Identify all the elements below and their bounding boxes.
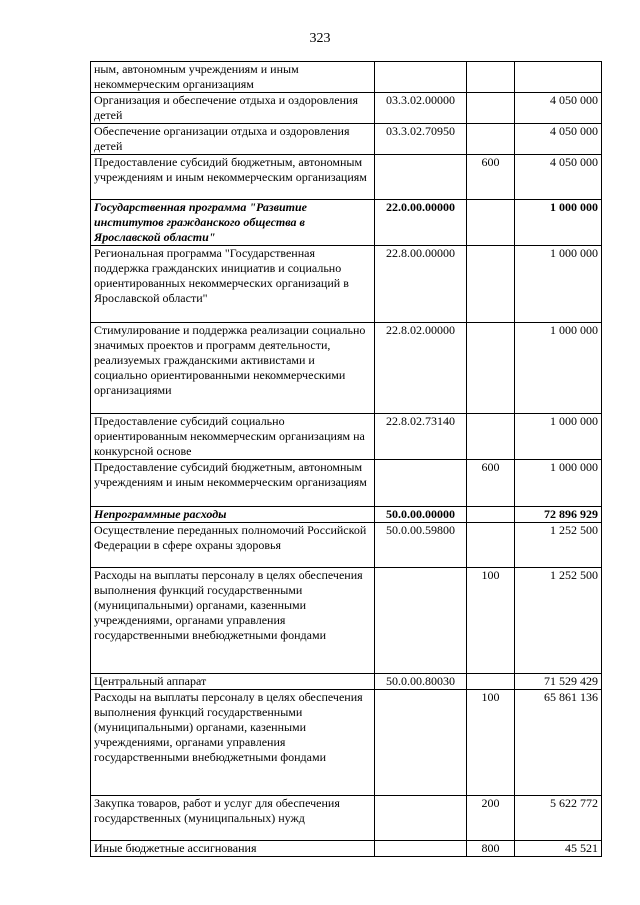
row-code-cell (375, 62, 467, 93)
row-name-cell: Обеспечение организации отдыха и оздоровления детей (91, 124, 375, 155)
row-type-cell (467, 200, 515, 246)
row-code-cell (375, 841, 467, 857)
row-type-cell (467, 246, 515, 323)
row-code-cell (375, 690, 467, 796)
table-row (91, 568, 602, 674)
row-code-cell: 22.0.00.00000 (375, 200, 467, 246)
row-sum-cell: 71 529 429 (515, 674, 602, 690)
table-row (91, 62, 602, 93)
row-code-cell (375, 568, 467, 674)
row-name-cell: Организация и обеспечение отдыха и оздоровления детей (91, 93, 375, 124)
row-sum-cell: 1 000 000 (515, 323, 602, 414)
row-name-cell: Государственная программа "Развитие институтов гражданского общества в Ярославской области" (91, 200, 375, 246)
row-sum-cell: 1 252 500 (515, 568, 602, 674)
row-sum-cell: 1 000 000 (515, 460, 602, 507)
row-code-cell (375, 155, 467, 200)
row-type-cell (467, 93, 515, 124)
row-name-cell: Закупка товаров, работ и услуг для обеспечения государственных (муниципальных) нужд (91, 796, 375, 841)
row-sum-cell: 1 000 000 (515, 200, 602, 246)
table-row (91, 124, 602, 155)
row-code-cell: 22.8.02.73140 (375, 414, 467, 460)
row-type-cell: 100 (467, 568, 515, 674)
row-type-cell (467, 507, 515, 523)
table-row (91, 460, 602, 507)
row-type-cell (467, 414, 515, 460)
row-name-cell: Предоставление субсидий бюджетным, автономным учреждениям и иным некоммерческим организациям (91, 460, 375, 507)
row-name-cell: Расходы на выплаты персоналу в целях обеспечения выполнения функций государственными (муниципальными) органами, казенными учреждениями, органами управления государственными внебюджетными фондами (91, 690, 375, 796)
row-sum-cell: 4 050 000 (515, 124, 602, 155)
row-type-cell (467, 523, 515, 568)
budget-table (90, 61, 602, 857)
row-code-cell: 22.8.02.00000 (375, 323, 467, 414)
table-row (91, 674, 602, 690)
row-name-cell: Иные бюджетные ассигнования (91, 841, 375, 857)
row-sum-cell: 4 050 000 (515, 155, 602, 200)
row-name-cell: Предоставление субсидий социально ориентированным некоммерческим организациям на конкурсной основе (91, 414, 375, 460)
row-type-cell (467, 323, 515, 414)
row-name-cell: Стимулирование и поддержка реализации социально значимых проектов и программ деятельности, реализуемых гражданскими активистами и социально ориентированными некоммерческими организациями (91, 323, 375, 414)
row-name-cell: Региональная программа "Государственная поддержка гражданских инициатив и социально ориентированных некоммерческих организаций в Ярославской области" (91, 246, 375, 323)
row-sum-cell (515, 62, 602, 93)
row-sum-cell: 1 252 500 (515, 523, 602, 568)
row-code-cell: 22.8.00.00000 (375, 246, 467, 323)
row-sum-cell: 1 000 000 (515, 246, 602, 323)
row-name-cell: Предоставление субсидий бюджетным, автономным учреждениям и иным некоммерческим организациям (91, 155, 375, 200)
row-sum-cell: 5 622 772 (515, 796, 602, 841)
row-code-cell: 03.3.02.70950 (375, 124, 467, 155)
budget-table-body (91, 62, 602, 857)
table-row (91, 841, 602, 857)
row-name-cell: Расходы на выплаты персоналу в целях обеспечения выполнения функций государственными (муниципальными) органами, казенными учреждениями, органами управления государственными внебюджетными фондами (91, 568, 375, 674)
table-row (91, 523, 602, 568)
row-code-cell: 50.0.00.59800 (375, 523, 467, 568)
row-code-cell: 50.0.00.00000 (375, 507, 467, 523)
row-name-cell: Непрограммные расходы (91, 507, 375, 523)
row-name-cell: Центральный аппарат (91, 674, 375, 690)
table-row (91, 246, 602, 323)
table-row (91, 507, 602, 523)
table-row (91, 155, 602, 200)
row-type-cell (467, 62, 515, 93)
row-code-cell (375, 796, 467, 841)
row-sum-cell: 45 521 (515, 841, 602, 857)
row-code-cell: 03.3.02.00000 (375, 93, 467, 124)
row-type-cell: 200 (467, 796, 515, 841)
table-row (91, 323, 602, 414)
row-type-cell: 800 (467, 841, 515, 857)
row-type-cell: 600 (467, 155, 515, 200)
table-row (91, 796, 602, 841)
row-sum-cell: 1 000 000 (515, 414, 602, 460)
row-type-cell (467, 674, 515, 690)
row-type-cell: 600 (467, 460, 515, 507)
row-code-cell (375, 460, 467, 507)
table-row (91, 414, 602, 460)
row-name-cell: Осуществление переданных полномочий Российской Федерации в сфере охраны здоровья (91, 523, 375, 568)
row-sum-cell: 65 861 136 (515, 690, 602, 796)
row-type-cell (467, 124, 515, 155)
row-code-cell: 50.0.00.80030 (375, 674, 467, 690)
row-type-cell: 100 (467, 690, 515, 796)
row-name-cell: ным, автономным учреждениям и иным некоммерческим организациям (91, 62, 375, 93)
table-row (91, 690, 602, 796)
page-number: 323 (309, 31, 331, 46)
table-row (91, 200, 602, 246)
row-sum-cell: 4 050 000 (515, 93, 602, 124)
row-sum-cell: 72 896 929 (515, 507, 602, 523)
table-row (91, 93, 602, 124)
